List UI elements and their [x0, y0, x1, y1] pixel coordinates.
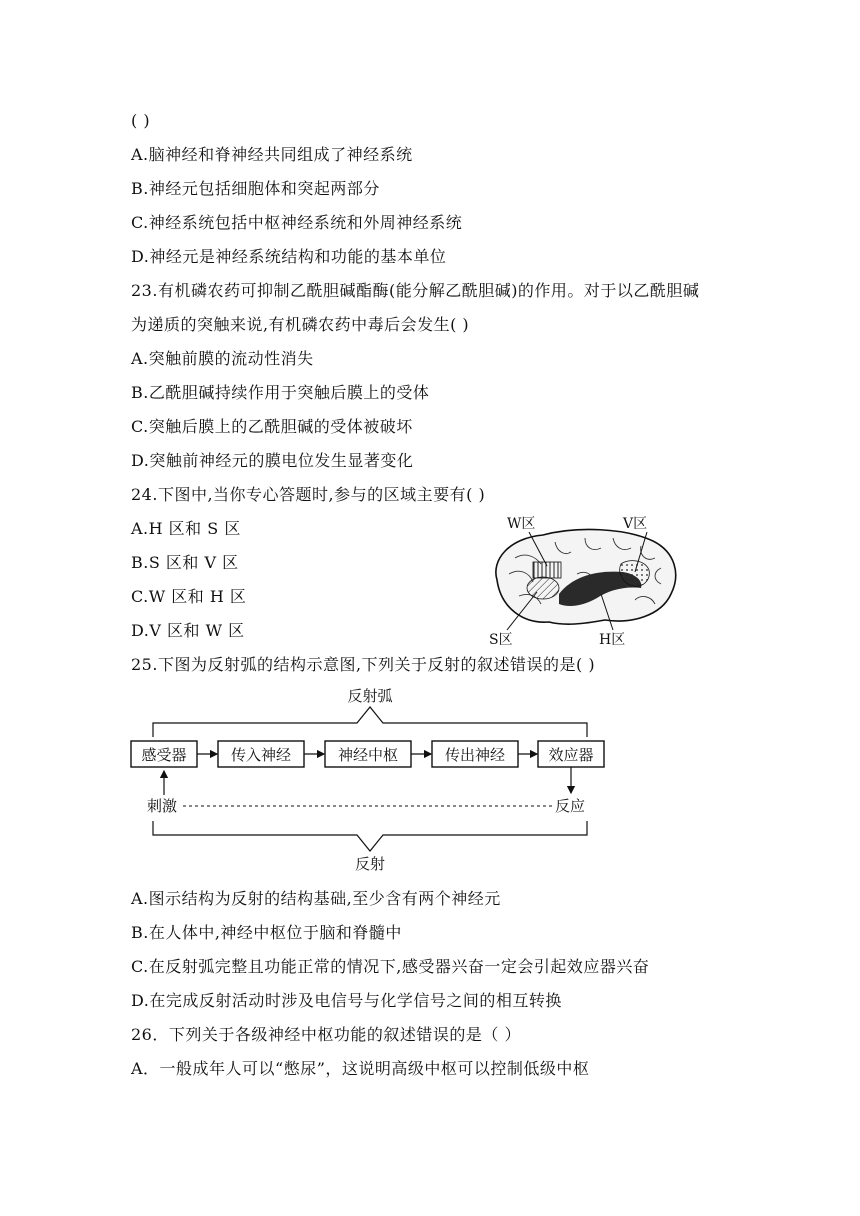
q24-option-c: C.W 区和 H 区: [131, 587, 247, 606]
q23-option-d: D.突触前神经元的膜电位发生显著变化: [131, 451, 414, 470]
box-effector-label: 效应器: [548, 746, 594, 764]
arc-stimulus-label: 刺激: [147, 797, 178, 815]
brain-label-v: V区: [623, 516, 648, 532]
arc-bottom-brace: [153, 821, 587, 851]
q25-option-c: C.在反射弧完整且功能正常的情况下,感受器兴奋一定会引起效应器兴奋: [131, 957, 650, 976]
q25-option-a: A.图示结构为反射的结构基础,至少含有两个神经元: [131, 889, 501, 908]
arc-top-brace: [153, 707, 587, 737]
q25-option-b: B.在人体中,神经中枢位于脑和脊髓中: [131, 923, 402, 942]
q24-stem: 24.下图中,当你专心答题时,参与的区域主要有( ): [131, 485, 486, 504]
q23-stem-2: 为递质的突触来说,有机磷农药中毒后会发生( ): [131, 315, 470, 334]
q26-option-a: A．一般成年人可以“憋尿”，这说明高级中枢可以控制低级中枢: [131, 1059, 590, 1078]
arc-top-label: 反射弧: [347, 687, 393, 705]
q23-stem-1: 23.有机磷农药可抑制乙酰胆碱酯酶(能分解乙酰胆碱)的作用。对于以乙酰胆碱: [131, 281, 700, 300]
q24-option-b: B.S 区和 V 区: [131, 553, 239, 572]
reflex-arc-figure: [125, 685, 615, 875]
q23-option-c: C.突触后膜上的乙酰胆碱的受体被破坏: [131, 417, 413, 436]
q25-option-d: D.在完成反射活动时涉及电信号与化学信号之间的相互转换: [131, 991, 562, 1010]
brain-area-s: [527, 577, 559, 599]
q22-option-d: D.神经元是神经系统结构和功能的基本单位: [131, 247, 447, 266]
q24-option-a: A.H 区和 S 区: [131, 519, 241, 538]
q23-option-a: A.突触前膜的流动性消失: [131, 349, 314, 368]
arc-response-label: 反应: [555, 797, 586, 815]
box-afferent-nerve-label: 传入神经: [230, 746, 292, 764]
q26-stem: 26．下列关于各级神经中枢功能的叙述错误的是（ ）: [131, 1025, 521, 1044]
box-receptor-label: 感受器: [141, 746, 187, 764]
brain-area-w: [533, 562, 561, 578]
box-efferent-nerve-label: 传出神经: [444, 746, 506, 764]
q22-option-b: B.神经元包括细胞体和突起两部分: [131, 179, 380, 198]
brain-label-s: S区: [489, 632, 513, 648]
q22-paren: ( ): [131, 111, 151, 130]
brain-label-w: W区: [507, 516, 536, 532]
q25-stem: 25.下图为反射弧的结构示意图,下列关于反射的叙述错误的是( ): [131, 655, 596, 674]
q22-option-c: C.神经系统包括中枢神经系统和外周神经系统: [131, 213, 463, 232]
q24-option-d: D.V 区和 W 区: [131, 621, 245, 640]
q23-option-b: B.乙酰胆碱持续作用于突触后膜上的受体: [131, 383, 430, 402]
brain-label-h: H区: [599, 632, 626, 648]
arc-bottom-label: 反射: [354, 855, 386, 873]
box-nerve-center-label: 神经中枢: [337, 746, 399, 764]
q22-option-a: A.脑神经和脊神经共同组成了神经系统: [131, 145, 413, 164]
brain-language-areas-figure: [485, 508, 685, 648]
